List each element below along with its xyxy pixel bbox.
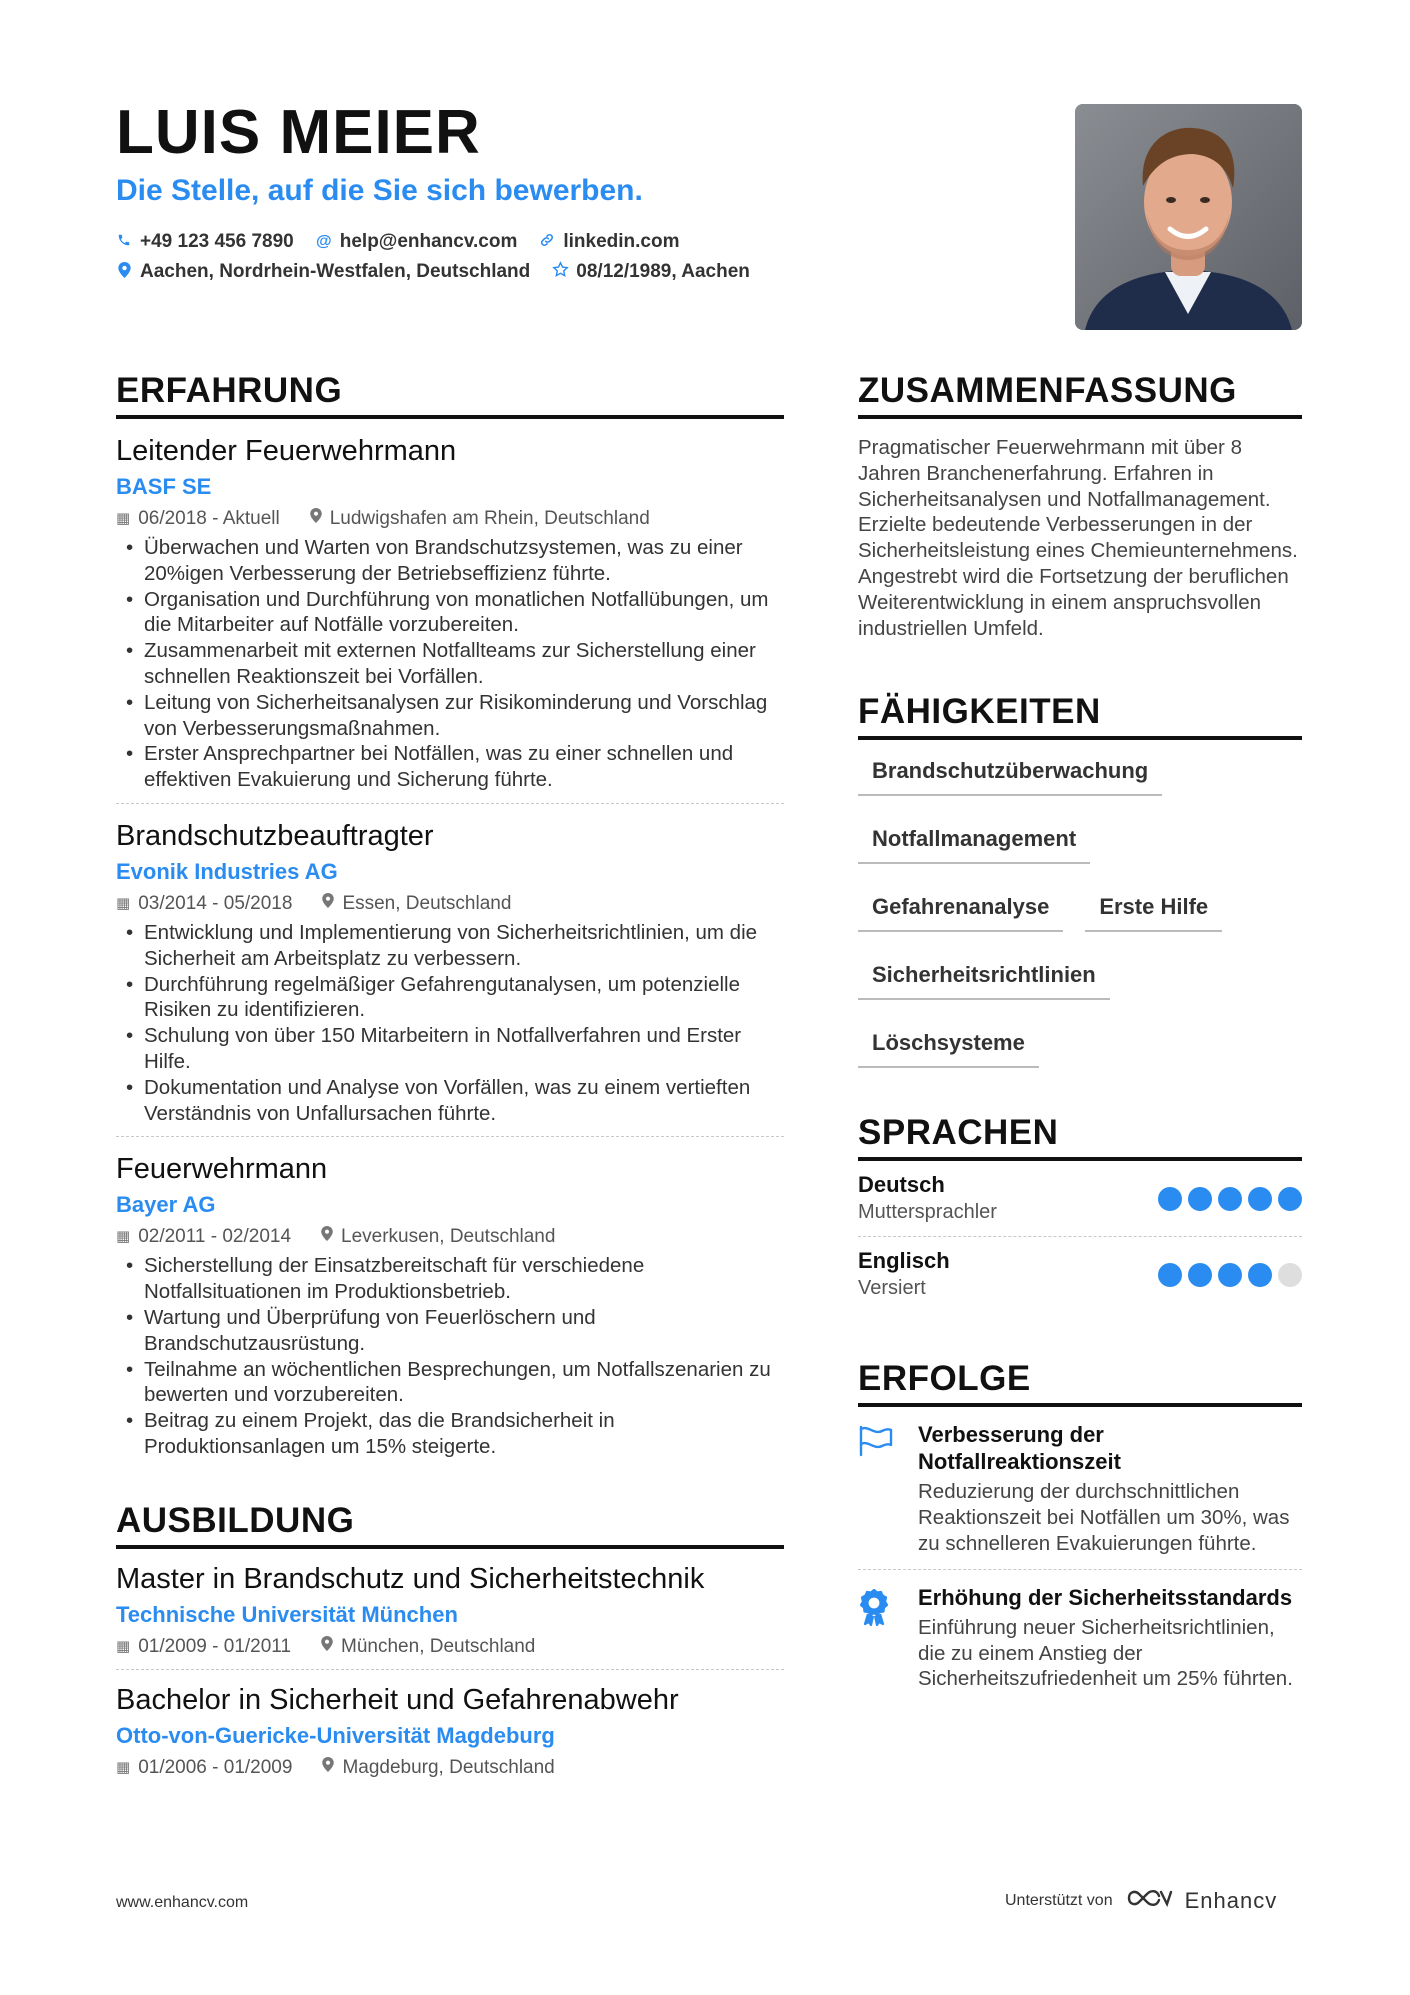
rating-dot-filled [1158, 1187, 1182, 1211]
job-entry [116, 804, 784, 1137]
degree: Master in Brandschutz und Sicherheitstechnik [116, 1562, 705, 1595]
location-pin-icon [310, 505, 322, 533]
school: Otto-von-Guericke-Universität Magdeburg [116, 1722, 555, 1748]
skill-tag: Notfallmanagement [858, 824, 1090, 864]
rating-dot-filled [1218, 1263, 1242, 1287]
job-role: Brandschutzbeauftragter [116, 819, 434, 852]
achievement-title: Erhöhung der Sicherheitsstandards [918, 1584, 1293, 1610]
powered-by-text: Unterstützt von [1005, 1891, 1113, 1909]
language-entry [858, 1237, 1302, 1312]
contact-location [116, 261, 530, 283]
degree: Bachelor in Sicherheit und Gefahrenabwehr [116, 1683, 679, 1716]
left-column [116, 370, 784, 1790]
at-sign-icon: @ [315, 233, 332, 250]
job-title-headline: Die Stelle, auf die Sie sich bewerben. [116, 174, 643, 207]
summary-heading: ZUSAMMENFASSUNG [858, 370, 1302, 419]
job-location: Essen, Deutschland [342, 892, 512, 914]
job-role: Feuerwehrmann [116, 1153, 328, 1186]
bullet-item: • Schulung von über 150 Mitarbeitern in Notfallverfahren und Erster Hilfe. [116, 1023, 784, 1075]
location-pin-icon [322, 890, 334, 918]
calendar-icon: ▦ [116, 1758, 131, 1776]
phone-text: +49 123 456 7890 [140, 231, 294, 252]
education-heading: AUSBILDUNG [116, 1500, 784, 1549]
bullet-item: • Zusammenarbeit mit externen Notfallteams zur Sicherstellung einer schnellen Reaktionszeit bei Vorfällen. [116, 638, 784, 690]
job-dates: 06/2018 - Aktuell [138, 508, 280, 529]
bullet-item: • Dokumentation und Analyse von Vorfällen, was zu einem vertieften Verständnis von Unfallursachen führte. [116, 1075, 784, 1127]
edu-dates: 01/2006 - 01/2009 [138, 1756, 293, 1778]
calendar-icon: ▦ [116, 894, 131, 912]
job-role: Leitender Feuerwehrmann [116, 435, 457, 467]
location-text: Aachen, Nordrhein-Westfalen, Deutschland [140, 261, 531, 282]
bullet-item: • Beitrag zu einem Projekt, das die Brandsicherheit in Produktionsanlagen um 15% steigerte. [116, 1408, 784, 1460]
language-level: Muttersprachler [858, 1201, 997, 1224]
rating-dot-filled [1188, 1187, 1212, 1211]
phone-icon [116, 233, 132, 252]
bullet-item: • Entwicklung und Implementierung von Sicherheitsrichtlinien, um die Sicherheit am Arbeitsplatz zu verbessern. [116, 920, 784, 972]
skill-tag: Brandschutzüberwachung [858, 756, 1162, 796]
achievement-desc: Reduzierung der durchschnittlichen Reaktionszeit bei Notfällen um 30%, was zu schnelleren Evakuierungen führte. [918, 1480, 1290, 1555]
job-location: Ludwigshafen am Rhein, Deutschland [329, 508, 650, 529]
job-dates: 02/2011 - 02/2014 [138, 1226, 292, 1248]
edu-location: Magdeburg, Deutschland [342, 1756, 555, 1778]
language-rating [1158, 1187, 1302, 1211]
skill-tag: Löschsysteme [858, 1028, 1039, 1068]
location-pin-icon [321, 1633, 333, 1661]
job-entry [116, 1137, 784, 1469]
skills-heading: FÄHIGKEITEN [858, 691, 1302, 740]
rating-dot-filled [1158, 1263, 1182, 1287]
education-entry [116, 1670, 784, 1790]
footer-branding[interactable] [1005, 1886, 1277, 1915]
contact-birth [552, 261, 750, 283]
contact-phone[interactable] [116, 231, 294, 253]
achievement-entry [858, 1407, 1302, 1569]
job-bullets [116, 1253, 784, 1459]
skill-tag: Sicherheitsrichtlinien [858, 960, 1110, 1000]
achievement-entry [858, 1570, 1302, 1704]
email-text: help@enhancv.com [339, 231, 518, 252]
contact-info [116, 227, 836, 287]
skill-tag: Gefahrenanalyse [858, 892, 1063, 932]
language-name: Englisch [858, 1248, 950, 1274]
skill-tag: Erste Hilfe [1085, 892, 1222, 932]
edu-dates: 01/2009 - 01/2011 [138, 1635, 292, 1657]
calendar-icon: ▦ [116, 1637, 131, 1655]
job-company: Evonik Industries AG [116, 858, 338, 884]
bullet-item: • Überwachen und Warten von Brandschutzsystemen, was zu einer 20%igen Verbesserung der Betriebseffizienz führte. [116, 535, 784, 587]
calendar-icon: ▦ [116, 1228, 131, 1246]
experience-heading: ERFAHRUNG [116, 370, 784, 419]
star-icon [552, 261, 568, 283]
bullet-item: • Sicherstellung der Einsatzbereitschaft für verschiedene Notfallsituationen im Produktionsbetrieb. [116, 1253, 784, 1305]
language-level: Versiert [858, 1277, 926, 1300]
language-rating [1158, 1263, 1302, 1287]
languages-heading: SPRACHEN [858, 1112, 1302, 1161]
job-entry [116, 419, 784, 804]
link-icon [539, 232, 555, 253]
bullet-item: • Organisation und Durchführung von monatlichen Notfallübungen, um die Mitarbeiter auf Notfälle vorzubereiten. [116, 587, 784, 639]
skills-list [858, 756, 1302, 1068]
footer-website[interactable]: www.enhancv.com [116, 1894, 249, 1911]
rating-dot-filled [1218, 1187, 1242, 1211]
job-location: Leverkusen, Deutschland [341, 1226, 556, 1248]
location-pin-icon [321, 1223, 333, 1251]
bullet-item: • Durchführung regelmäßiger Gefahrengutanalysen, um potenzielle Risiken zu identifizieren. [116, 972, 784, 1024]
flag-icon [858, 1421, 900, 1556]
brand-name: Enhancv [1184, 1887, 1278, 1913]
rating-dot-filled [1278, 1187, 1302, 1211]
location-pin-icon [322, 1754, 334, 1782]
birth-text: 08/12/1989, Aachen [576, 261, 750, 282]
rating-dot-filled [1248, 1263, 1272, 1287]
right-column [858, 370, 1302, 1704]
language-entry [858, 1161, 1302, 1237]
bullet-item: • Wartung und Überprüfung von Feuerlöschern und Brandschutzausrüstung. [116, 1305, 784, 1357]
rating-dot-filled [1248, 1187, 1272, 1211]
candidate-name: LUIS MEIER [116, 98, 481, 167]
job-bullets [116, 920, 784, 1126]
rating-dot-filled [1188, 1263, 1212, 1287]
job-company: BASF SE [116, 474, 212, 499]
language-name: Deutsch [858, 1172, 945, 1198]
summary-text: Pragmatischer Feuerwehrmann mit über 8 Jahren Branchenerfahrung. Erfahren in Sicherheitsanalysen und Notfallmanagement. Erzielte bedeutende Verbesserungen in der Sicherheitsleistung eines Chemieunternehmens. Angestrebt wird die Fortsetzung der beruflichen Weiterentwicklung in einem anspruchsvollen industriellen Umfeld. [858, 436, 1298, 640]
award-ribbon-icon [858, 1584, 900, 1692]
achievements-heading: ERFOLGE [858, 1358, 1302, 1407]
edu-location: München, Deutschland [341, 1635, 536, 1657]
job-dates: 03/2014 - 05/2018 [138, 892, 293, 914]
linkedin-text: linkedin.com [563, 231, 680, 252]
profile-photo [1075, 104, 1302, 330]
bullet-item: • Leitung von Sicherheitsanalysen zur Risikominderung und Vorschlag von Verbesserungsmaßnahmen. [116, 690, 784, 742]
enhancv-logo-icon [1125, 1886, 1173, 1915]
achievement-title: Verbesserung der Notfallreaktionszeit [918, 1422, 1121, 1475]
contact-email[interactable] [316, 231, 518, 253]
bullet-item: • Erster Ansprechpartner bei Notfällen, was zu einer schnellen und effektiven Evakuierung und Sicherung führte. [116, 741, 784, 793]
location-pin-icon [116, 262, 132, 283]
contact-linkedin[interactable] [539, 231, 679, 253]
rating-dot-empty [1278, 1263, 1302, 1287]
calendar-icon: ▦ [116, 510, 131, 527]
education-entry [116, 1549, 784, 1670]
bullet-item: • Teilnahme an wöchentlichen Besprechungen, um Notfallszenarien zu bewerten und vorzubereiten. [116, 1357, 784, 1409]
job-company: Bayer AG [116, 1192, 216, 1218]
achievement-desc: Einführung neuer Sicherheitsrichtlinien, die zu einem Anstieg der Sicherheitszufriedenheit um 25% führten. [918, 1615, 1293, 1691]
school: Technische Universität München [116, 1601, 458, 1627]
job-bullets [116, 535, 784, 793]
